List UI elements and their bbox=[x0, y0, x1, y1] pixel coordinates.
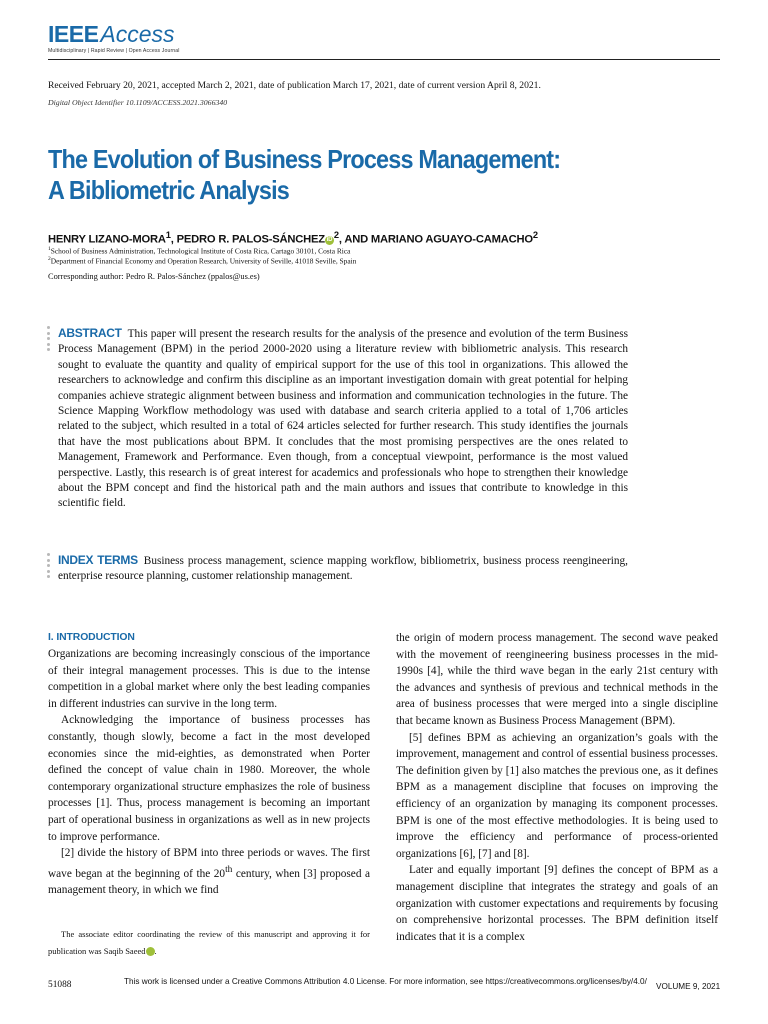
editor-footnote: The associate editor coordinating the review of this manuscript and approving it for publication was Saqib Saeed iD. bbox=[48, 929, 370, 956]
header-rule bbox=[48, 59, 720, 60]
title-line-1: The Evolution of Business Process Management: bbox=[48, 144, 561, 174]
abstract bbox=[58, 326, 628, 512]
page-number: 51088 bbox=[48, 980, 72, 990]
volume-label: VOLUME 9, 2021 bbox=[656, 982, 721, 991]
journal-tagline: Multidisciplinary | Rapid Review | Open Access Journal bbox=[48, 48, 180, 54]
affiliation-2: $^2$Department of Financial Economy and Operation Research, University of Seville, 41018 Seville, Spain bbox=[48, 256, 357, 266]
paragraph: [5] defines BPM as achieving an organization’s goals with the improvement, management and control of essential business processes. The definition given by [1] also matches the previous one, as it defines BPM as a management discipline that focuses on improving the efficiency of an organization by managing its component processes. BPM is one of the most effective methodologies. It is being used to improve the efficiency and performance of process-oriented organizations [6], [7] and [8]. bbox=[396, 731, 718, 860]
author-1: HENRY LIZANO-MORA bbox=[48, 233, 166, 246]
orcid-icon[interactable]: iD bbox=[146, 947, 155, 956]
paragraph: Organizations are becoming increasingly conscious of the importance of their integral management processes. This is due to the intense competition in a global market where only the best leading companies in different industries can survive in the long term. bbox=[48, 648, 370, 710]
journal-name: IEEEAccess bbox=[48, 21, 175, 47]
paragraph: the origin of modern process management. The second wave peaked with the movement of reengineering business processes in the mid-1990s [4], while the third wave began in the early 21st century with the advances and synthesis of previous and technical methods in the area of business processes that were merged into a single discipline that became known as Business Process Management (BPM). bbox=[396, 632, 718, 727]
journal-logo bbox=[48, 22, 180, 54]
orcid-icon[interactable]: iD bbox=[326, 236, 333, 243]
section-heading: I. INTRODUCTION bbox=[48, 632, 135, 643]
author-list: HENRY LIZANO-MORA$^1$, PEDRO R. PALOS-SÁNCHEZ iD $^2$, AND MARIANO AGUAYO-CAMACHO$^2$ bbox=[48, 230, 538, 246]
doi: Digital Object Identifier 10.1109/ACCESS.2021.3066340 bbox=[48, 98, 228, 107]
author-2: PEDRO R. PALOS-SÁNCHEZ bbox=[176, 233, 325, 246]
body-column-right bbox=[396, 630, 718, 945]
license-notice: This work is licensed under a Creative Commons Attribution 4.0 License. For more information, see https://creativecommons.org/licenses/by/4.0/ bbox=[124, 977, 647, 986]
abstract-dots-icon bbox=[47, 326, 51, 354]
author-3: MARIANO AGUAYO-CAMACHO bbox=[370, 233, 533, 246]
index-terms-text: Business process management, science mapping workflow, bibliometrix, business process reengineering, enterprise resource planning, customer relationship management. bbox=[58, 555, 628, 583]
index-terms-dots-icon bbox=[47, 553, 51, 581]
abstract-text: This paper will present the research results for the analysis of the presence and evolution of the term Business Process Management (BPM) in the period 2000-2020 using a literature review with bibliometric analysis. This research sought to evaluate the quantity and quality of empirical support for the use of this tool in organizations. This allowed the researchers to acknowledge and confirm this discipline as an important investigation domain with great potential for helping companies achieve strategic alignment between business and information and communication technologies in the future. The Science Mapping Workflow methodology was used with database and search criteria applied to a total of 1,706 articles related to the subject, which resulted in a total of 624 articles selected for further research. This study identifies the journals that have the most publications about BPM. It concludes that the most promising perspectives are the ones related to Management, Framework and Performance. Even though, from a conceptual viewpoint, performance is the most valued perspective. Lastly, this research is of great interest for academics and professionals who hope to strengthen their knowledge about the BPM concept and find the historical path and the main authors and issues that contribute to knowledge in this scientific field. bbox=[58, 328, 628, 510]
publication-dates: Received February 20, 2021, accepted March 2, 2021, date of publication March 17, 2021, date of current version April 8, 2021. bbox=[48, 80, 541, 91]
title-line-2: A Bibliometric Analysis bbox=[48, 175, 290, 205]
paragraph: [2] divide the history of BPM into three periods or waves. The first wave began at the beginning of the 20th century, when [3] proposed a management theory, in which we find bbox=[48, 847, 370, 897]
paper-title bbox=[48, 144, 624, 206]
index-terms bbox=[58, 553, 628, 585]
body-column-left bbox=[48, 630, 370, 899]
corresponding-author: Corresponding author: Pedro R. Palos-Sánchez (ppalos@us.es) bbox=[48, 272, 260, 281]
affiliation-1: $^1$School of Business Administration, Technological Institute of Costa Rica, Cartago 30101, Costa Rica bbox=[48, 246, 351, 256]
index-terms-label: INDEX TERMS bbox=[58, 553, 138, 567]
abstract-label: ABSTRACT bbox=[58, 326, 122, 340]
paragraph: Acknowledging the importance of business processes has constantly, though slowly, become a fact in the most developed economies since the mid-eighties, as demonstrated when Porter defined the concept of value chain in 1980. Moreover, the whole contemporary organizational structure emphasizes the role of business processes [1]. Thus, process management is becoming an important part of operational business in organizations as well as in new projects to improve performance. bbox=[48, 714, 370, 843]
paragraph: Later and equally important [9] defines the concept of BPM as a management discipline that integrates the strategy and goals of an organization with customer expectations and requirements by focusing on comprehensive horizontal processes. The BPM definition itself indicates that it is a complex bbox=[396, 864, 718, 943]
